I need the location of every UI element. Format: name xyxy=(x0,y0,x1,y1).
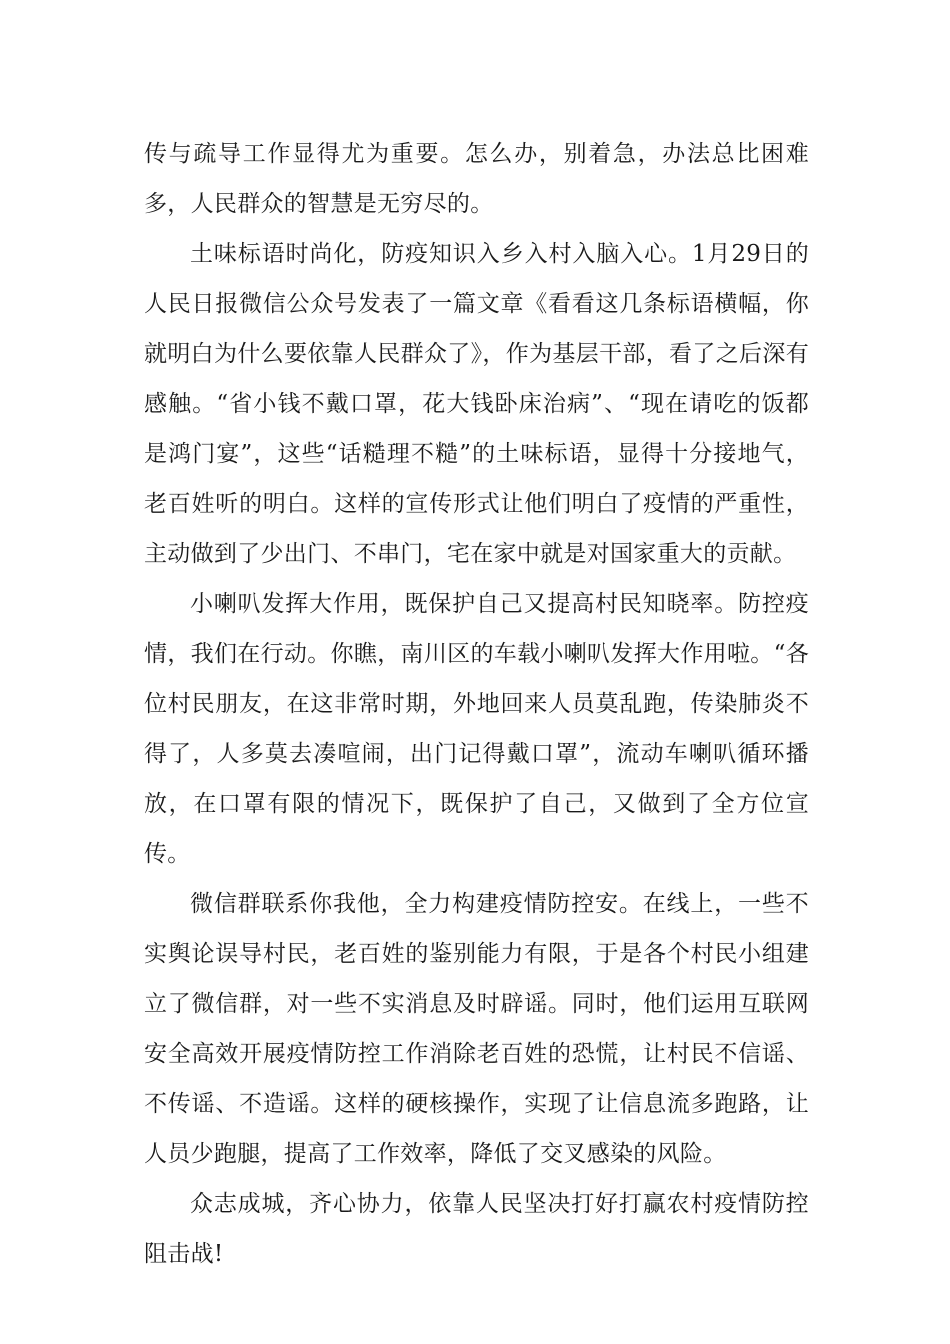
paragraph-slogans: 土味标语时尚化，防疫知识入乡入村入脑入心。1月29日的人民日报微信公众号发表了一篇文章《看看这几条标语横幅，你就明白为什么要依靠人民群众了》，作为基层干部，看了之后深有感触。“省小钱不戴口罩，花大钱卧床治病”、“现在请吃的饭都是鸿门宴”，这些“话糙理不糙”的土味标语，显得十分接地气，老百姓听的明白。这样的宣传形式让他们明白了疫情的严重性，主动做到了少出门、不串门，宅在家中就是对国家重大的贡献。 xyxy=(144,241,809,567)
paragraph-loudspeaker: 小喇叭发挥大作用，既保护自己又提高村民知晓率。防控疫情，我们在行动。你瞧，南川区的车载小喇叭发挥大作用啦。“各位村民朋友，在这非常时期，外地回来人员莫乱跑，传染肺炎不得了，人多莫去凑喧闹，出门记得戴口罩”，流动车喇叭循环播放，在口罩有限的情况下，既保护了自己，又做到了全方位宣传。 xyxy=(144,591,809,867)
paragraph-wechat-group: 微信群联系你我他，全力构建疫情防控安。在线上，一些不实舆论误导村民，老百姓的鉴别能力有限，于是各个村民小组建立了微信群，对一些不实消息及时辟谣。同时，他们运用互联网安全高效开展疫情防控工作消除老百姓的恐慌，让村民不信谣、不传谣、不造谣。这样的硬核操作，实现了让信息流多跑路，让人员少跑腿，提高了工作效率，降低了交叉感染的风险。 xyxy=(144,891,809,1167)
paragraph-conclusion: 众志成城，齐心协力，依靠人民坚决打好打赢农村疫情防控阻击战! xyxy=(144,1191,809,1267)
document-body xyxy=(144,129,809,1279)
paragraph-continuation: 传与疏导工作显得尤为重要。怎么办，别着急，办法总比困难多，人民群众的智慧是无穷尽的。 xyxy=(144,141,809,217)
